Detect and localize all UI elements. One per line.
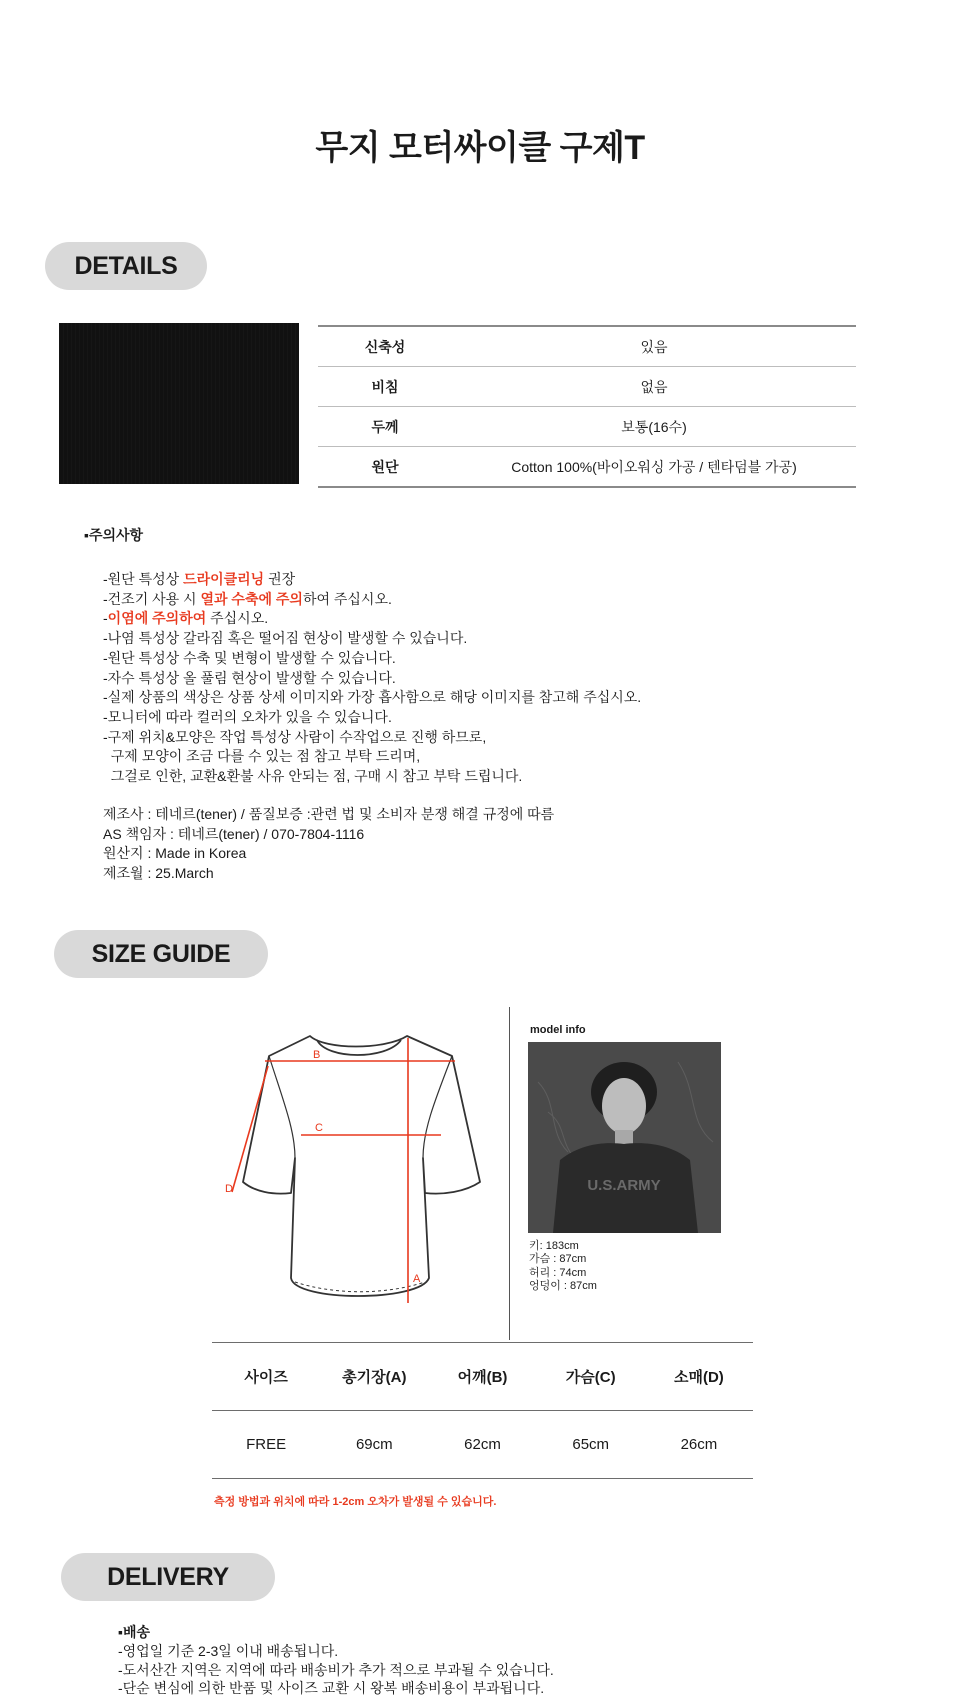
size-header-cell: 사이즈 [244,1369,288,1386]
size-cell: 69cm [355,1436,393,1453]
care-note-text: -실제 상품의 색상은 상품 상세 이미지와 가장 흡사함으로 해당 이미지를 참고해 주십시오. [103,689,642,706]
care-note-highlight: 이염에 주의하여 [107,610,207,627]
care-note-text: -원단 특성상 [103,571,184,587]
label-a: A [413,1273,421,1285]
care-note-line [103,708,641,728]
size-header-cell: 가슴(C) [565,1369,616,1386]
tshirt-outline [243,1036,480,1296]
details-label: 원단 [371,458,399,475]
details-value: 있음 [640,338,668,355]
size-guide-section-header: SIZE GUIDE [54,930,268,978]
care-note-line [103,590,641,610]
care-note-text: 그걸로 인한, 교환&환불 사유 안되는 점, 구매 시 참고 부탁 드립니다. [103,768,523,785]
details-value: 보통(16수) [621,418,687,435]
details-value: 없음 [640,378,668,395]
fabric-swatch-image [59,323,299,484]
care-note-text: -자수 특성상 올 풀림 현상이 발생할 수 있습니다. [103,669,396,686]
details-value: Cotton 100%(바이오워싱 가공 / 텐타덤블 가공) [511,458,797,475]
size-error-note: 측정 방법과 위치에 따라 1-2cm 오차가 발생될 수 있습니다. [214,1496,497,1508]
divider-line [509,1007,510,1340]
size-table-row [212,1411,753,1479]
care-note-line [103,609,641,629]
delivery-heading: ▪배송 [118,1624,151,1640]
care-note-highlight: 열과 수축에 주의 [200,590,303,607]
size-header-cell: 총기장(A) [342,1369,407,1386]
details-label: 비침 [371,378,399,395]
model-face [602,1078,646,1134]
size-header-cell: 소매(D) [674,1369,724,1386]
care-note-highlight: 드라이클리닝 [183,571,265,587]
delivery-line: -영업일 기준 2-3일 이내 배송됩니다. [118,1643,339,1659]
label-c: C [315,1122,323,1134]
details-table [318,325,856,488]
details-row [318,407,856,447]
model-stat-height: 키: 183cm [529,1240,579,1252]
model-stat-waist: 허리 : 74cm [529,1266,587,1279]
care-note-text: -건조기 사용 시 [103,590,201,607]
model-stat-hip: 엉덩이 : 87cm [529,1280,597,1293]
care-note-line [103,629,641,649]
measurement-lines [232,1038,455,1303]
size-cell: 65cm [572,1436,610,1453]
care-note-line [103,688,641,708]
care-note-line [103,649,641,669]
product-title: 무지 모터싸이클 구제T [315,129,645,167]
care-note-text: -나염 특성상 갈라짐 혹은 떨어짐 현상이 발생할 수 있습니다. [103,630,468,647]
maker-info-line: AS 책임자 : 테네르(tener) / 070-7804-1116 [103,825,365,842]
model-photo-illustration [528,1042,721,1233]
details-section-header: DETAILS [45,242,207,290]
care-notes-heading: ▪주의사항 [84,527,144,543]
maker-info-line: 원산지 : Made in Korea [103,845,247,862]
care-note-line [103,767,641,787]
size-cell: FREE [246,1436,287,1453]
label-b: B [313,1049,321,1061]
model-info-heading: model info [530,1024,586,1036]
care-note-text: -구제 위치&모양은 작업 특성상 사람이 수작업으로 진행 하므로, [103,728,487,745]
delivery-info [118,1642,554,1698]
measure-line-d [232,1066,268,1192]
care-note-text: 구제 모양이 조금 다를 수 있는 점 참고 부탁 드리며, [103,748,421,765]
details-label: 두께 [371,418,399,435]
details-row [318,367,856,407]
maker-info-line: 제조월 : 25.March [103,865,214,882]
delivery-line: -단순 변심에 의한 반품 및 사이즈 교환 시 왕복 배송비용이 부과됩니다. [118,1680,545,1696]
care-note-line [103,669,641,689]
model-photo [528,1042,721,1233]
details-label: 신축성 [364,338,406,355]
size-table-header-row [212,1343,753,1411]
care-note-text: -모니터에 따라 컬러의 오차가 있을 수 있습니다. [103,708,392,725]
care-note-text: - [103,610,108,627]
details-row [318,327,856,367]
size-cell: 62cm [464,1436,501,1453]
care-note-text: 주십시오. [206,610,269,627]
care-note-text: -원단 특성상 수축 및 변형이 발생할 수 있습니다. [103,649,396,666]
delivery-section-header: DELIVERY [61,1553,275,1601]
care-note-line [103,747,641,767]
delivery-line: -도서산간 지역은 지역에 따라 배송비가 추가 적으로 부과될 수 있습니다. [118,1661,554,1678]
size-cell: 26cm [680,1436,718,1453]
size-table [212,1342,753,1479]
care-note-text: 권장 [264,571,296,587]
model-stats [529,1240,597,1294]
model-stat-chest: 가슴 : 87cm [529,1253,587,1266]
tshirt-measurement-diagram [215,1020,505,1320]
care-note-line [103,728,641,748]
care-note-line [103,570,641,590]
details-row [318,447,856,488]
label-d: D [225,1183,233,1195]
care-note-text: 하여 주십시오. [302,590,392,607]
shirt-print-text: U.S.ARMY [587,1177,661,1194]
maker-info [103,805,554,884]
care-notes-list [103,570,641,787]
size-header-cell: 어깨(B) [457,1369,508,1386]
maker-info-line: 제조사 : 테네르(tener) / 품질보증 :관련 법 및 소비자 분쟁 해결 규정에 따름 [103,806,555,822]
